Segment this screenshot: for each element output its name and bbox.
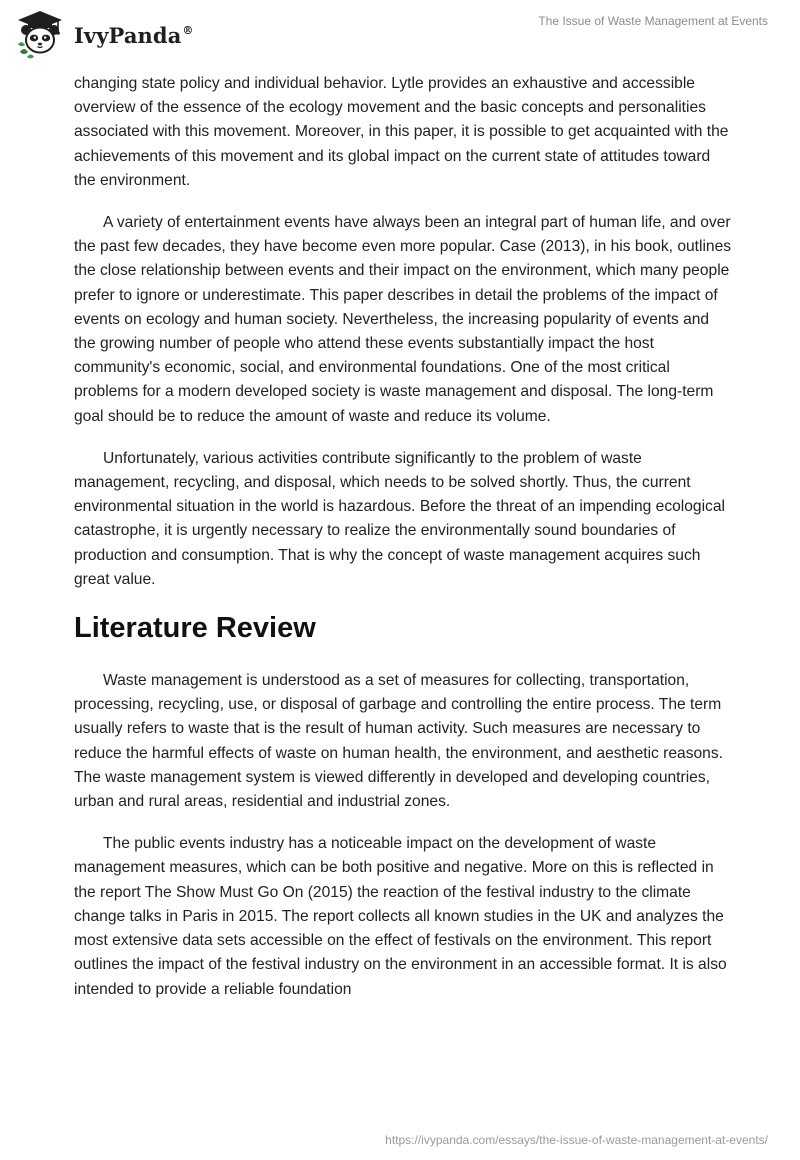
paragraph-2: A variety of entertainment events have always been an integral part of human life, and over the past few decades, they have become even more popular. Case (2013), in his book, outlines the close relationship between events and their impact on the environment, which many people prefer to ignore or underestimate. This paper describes in detail the problems of the impact of events on ecology and human society. Nevertheless, the increasing popularity of events and the growing number of people who attend these events substantially impact the host community's economic, social, and environmental foundations. One of the most critical problems for a modern developed society is waste management and disposal. The long-term goal should be to reduce the amount of waste and reduce its volume.	[74, 214, 732, 425]
paragraph-3: Unfortunately, various activities contribute significantly to the problem of waste management, recycling, and disposal, which needs to be solved shortly. Thus, the current environmental situation in the world is hazardous. Before the threat of an impending ecological catastrophe, it is urgently necessary to realize the environmentally sound boundaries of production and consumption. That is why the concept of waste management acquires such great value.	[74, 449, 725, 588]
section-heading-literature-review: Literature Review	[74, 612, 316, 645]
paragraph-1: changing state policy and individual behavior. Lytle provides an exhaustive and accessible overview of the essence of the ecology movement and the basic concepts and personalities associated with this movement. Moreover, in this paper, it is possible to get acquainted with the achievements of this movement and its global impact on the current state of attitudes toward the environment.	[74, 75, 729, 189]
paragraph-4: Waste management is understood as a set of measures for collecting, transportation, processing, recycling, use, or disposal of garbage and controlling the entire process. The term usually refers to waste that is the result of human activity. Such measures are necessary to reduce the harmful effects of waste on human health, the environment, and aesthetic reasons. The waste management system is viewed differently in developed and developing countries, urban and rural areas, residential and industrial zones.	[74, 672, 723, 811]
page-header	[0, 0, 800, 70]
ivypanda-logo[interactable]	[14, 8, 194, 60]
source-url[interactable]: https://ivypanda.com/essays/the-issue-of-waste-management-at-events/	[385, 1133, 768, 1147]
panda-graduate-icon	[14, 8, 66, 60]
paragraph-5: The public events industry has a noticeable impact on the development of waste management measures, which can be both positive and negative. More on this is reflected in the report The Show Must Go On (2015) the reaction of the festival industry to the climate change talks in Paris in 2015. The report collects all known studies in the UK and analyzes the most extensive data sets accessible on the effect of festivals on the environment. This report outlines the impact of the festival industry on the environment in an accessible format. It is also intended to provide a reliable foundation	[74, 835, 727, 998]
document-title: The Issue of Waste Management at Events	[538, 14, 768, 28]
registered-mark: ®	[182, 23, 194, 37]
essay-body	[74, 72, 734, 1020]
logo-wordmark: IvyPanda®	[74, 22, 194, 48]
